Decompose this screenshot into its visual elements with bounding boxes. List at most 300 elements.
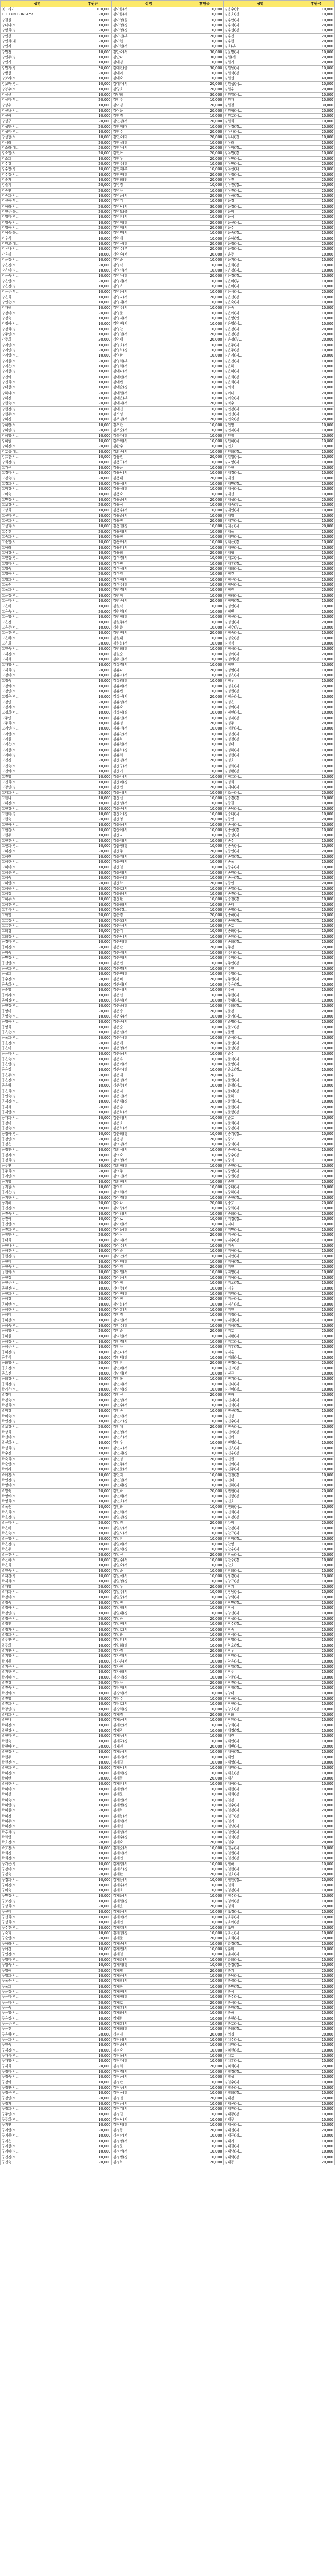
donation-amount: 20,000: [74, 609, 112, 614]
donation-amount: 20,000: [297, 2096, 334, 2101]
donor-name: 곽태희(서...: [1, 1713, 74, 1718]
table-row: [1, 1222, 335, 1227]
donor-name: 고정희(서...: [1, 710, 74, 716]
donation-amount: 10,000: [297, 2027, 334, 2032]
donor-name: 곽혜숙(서...: [1, 1798, 74, 1803]
donor-name: 김윤선: [112, 795, 186, 801]
donor-name: 김채경(경...: [223, 1728, 297, 1734]
table-row: [1, 1776, 335, 1782]
donation-amount: 10,000: [74, 1281, 112, 1286]
donation-amount: 20,000: [74, 700, 112, 705]
donation-amount: 10,000: [297, 502, 334, 507]
donor-name: 김원희(경...: [112, 647, 186, 652]
donation-amount: 10,000: [297, 865, 334, 870]
donor-name: 김의진(서...: [112, 1174, 186, 1179]
table-row: [1, 1366, 335, 1371]
table-row: [1, 1168, 335, 1174]
donor-name: 곽지은(서...: [1, 1664, 74, 1669]
donation-amount: 20,000: [297, 913, 334, 918]
donor-name: 김치호: [223, 2054, 297, 2059]
donor-name: 김은주(경...: [223, 348, 297, 353]
donation-amount: 10,000: [186, 1238, 223, 1243]
table-row: [1, 1968, 335, 1973]
donation-amount: 10,000: [297, 145, 334, 150]
donor-name: 강태현(서...: [1, 385, 74, 391]
donor-name: 김정근(서...: [112, 2102, 186, 2107]
donor-name: 공재석: [1, 1105, 74, 1110]
donor-name: 김예나(서...: [112, 369, 186, 375]
donation-amount: 10,000: [186, 380, 223, 385]
table-row: [1, 1286, 335, 1291]
donor-name: 공효진: [1, 1371, 74, 1377]
donor-name: 김익현(서...: [112, 1334, 186, 1339]
donor-name: 구주희(경...: [1, 2117, 74, 2123]
donor-name: 김중기(경...: [223, 1131, 297, 1137]
donor-name: 김재근(서...: [112, 1750, 186, 1755]
donor-name: 공정자(서...: [1, 1153, 74, 1158]
donor-name: 곽정자(서...: [1, 1627, 74, 1632]
donation-amount: 10,000: [297, 1030, 334, 1036]
donor-rows: [1, 7, 335, 2165]
table-row: [1, 1249, 335, 1254]
table-row: [1, 1803, 335, 1808]
donor-name: 고진숙(서...: [1, 764, 74, 769]
donor-name: 김채원(서...: [223, 1766, 297, 1771]
table-row: [1, 636, 335, 641]
table-row: [1, 1014, 335, 1019]
donor-name: 김용호(전...: [223, 12, 297, 18]
donor-name: 김찬경(서...: [223, 1526, 297, 1531]
donation-amount: 10,000: [74, 865, 112, 870]
donor-name: 김진영(서...: [223, 1440, 297, 1446]
table-row: [1, 364, 335, 369]
donation-amount: 10,000: [74, 1947, 112, 1952]
donation-amount: 10,000: [297, 1472, 334, 1478]
donor-name: 김윤이(서...: [112, 827, 186, 833]
donor-name: 김인자(서...: [223, 428, 297, 433]
donation-amount: 10,000: [186, 625, 223, 630]
table-row: [1, 1062, 335, 1067]
donor-name: 김재권: [223, 476, 297, 481]
donation-amount: 20,000: [74, 1904, 112, 1909]
table-row: [1, 1963, 335, 1968]
donation-amount: 10,000: [74, 1440, 112, 1446]
donor-name: 김재기(서...: [112, 1755, 186, 1760]
donation-amount: 10,000: [74, 1659, 112, 1664]
donation-amount: 10,000: [74, 1238, 112, 1243]
donor-name: 김재호(서...: [223, 556, 297, 561]
donation-amount: 10,000: [297, 1345, 334, 1350]
donation-amount: 10,000: [186, 470, 223, 476]
donation-amount: 10,000: [297, 454, 334, 460]
donation-amount: 10,000: [74, 470, 112, 476]
donor-name: 공선영(서...: [1, 961, 74, 966]
donation-amount: 10,000: [74, 657, 112, 662]
donation-amount: 10,000: [74, 2048, 112, 2053]
table-row: [1, 1126, 335, 1131]
donor-name: 김유숙: [112, 705, 186, 710]
donation-amount: 10,000: [74, 300, 112, 305]
donor-name: 고지원: [1, 737, 74, 742]
donor-name: 김윤경: [223, 199, 297, 204]
donor-name: 고영희(서...: [1, 577, 74, 582]
donor-name: 김정란(서...: [112, 2133, 186, 2139]
donor-name: 김정희: [223, 779, 297, 785]
donor-name: 김정진(서...: [223, 732, 297, 737]
donation-amount: 10,000: [186, 2011, 223, 2016]
donor-name: 김자희(서...: [112, 1670, 186, 1675]
donor-name: 김지환(서...: [223, 1334, 297, 1339]
donor-name: 김용균: [112, 465, 186, 470]
donation-amount: 10,000: [297, 97, 334, 103]
donation-amount: 10,000: [74, 716, 112, 721]
donor-name: 김완수: [112, 444, 186, 449]
table-row: [1, 641, 335, 646]
donation-amount: 10,000: [74, 417, 112, 422]
table-row: [1, 545, 335, 550]
donation-amount: 10,000: [186, 1281, 223, 1286]
donor-name: 김재희(경...: [112, 2027, 186, 2032]
donor-name: 고진영: [1, 774, 74, 779]
table-row: [1, 737, 335, 742]
donor-name: 공현정: [1, 1275, 74, 1280]
donation-amount: 10,000: [74, 1696, 112, 1701]
donor-name: 김연미(대...: [112, 124, 186, 129]
donor-name: 김창섭(서...: [223, 1616, 297, 1621]
donor-name: 김이연(경...: [112, 1259, 186, 1264]
donor-name: 김정연: [223, 663, 297, 668]
table-row: [1, 657, 335, 662]
donor-name: 공홍석: [1, 1355, 74, 1360]
table-row: [1, 918, 335, 923]
donor-name: 김정건: [223, 572, 297, 577]
donor-name: 김정윤(서...: [223, 694, 297, 700]
donation-amount: 10,000: [297, 444, 334, 449]
donor-name: 강상규: [1, 92, 74, 97]
donation-amount: 20,000: [74, 226, 112, 231]
donation-amount: 20,000: [74, 1808, 112, 1814]
donor-name: 김진나(서...: [223, 1382, 297, 1387]
table-row: [1, 684, 335, 689]
donation-amount: 10,000: [186, 1467, 223, 1472]
donation-amount: 10,000: [74, 44, 112, 49]
donation-amount: 10,000: [297, 924, 334, 929]
donor-name: 김용순(서...: [112, 497, 186, 502]
donor-name: 김재형: [223, 551, 297, 556]
donor-name: 김연진(경...: [112, 172, 186, 177]
donor-name: 구미경(서...: [1, 1883, 74, 1888]
donor-name: 김장미(서...: [112, 1686, 186, 1691]
table-row: [1, 1099, 335, 1105]
donation-amount: 10,000: [297, 1909, 334, 1914]
donation-amount: 10,000: [297, 1382, 334, 1387]
table-row: [1, 1835, 335, 1840]
donation-amount: 20,000: [297, 1808, 334, 1814]
donation-amount: 10,000: [186, 2059, 223, 2064]
donor-name: 공지현(서...: [1, 1195, 74, 1200]
donation-amount: 10,000: [74, 129, 112, 134]
donor-name: 김은규(서...: [112, 924, 186, 929]
donor-name: 공혜경: [1, 1297, 74, 1302]
donor-name: 김인혜(서...: [223, 438, 297, 444]
donor-name: 강세라: [1, 140, 74, 145]
donation-amount: 20,000: [186, 337, 223, 343]
header-amount-2: 후원금: [186, 1, 223, 7]
table-row: [1, 2021, 335, 2026]
table-row: [1, 1824, 335, 1829]
donation-amount: 10,000: [186, 961, 223, 966]
donor-name: 구진숙: [1, 2160, 74, 2165]
donor-name: 김은미(서...: [112, 956, 186, 961]
table-row: [1, 577, 335, 582]
donation-amount: 10,000: [74, 406, 112, 412]
donor-name: 김원우: [223, 87, 297, 92]
donor-name: 김점순(서...: [112, 2043, 186, 2048]
donation-amount: 10,000: [74, 1345, 112, 1350]
donor-name: 김윤환: [112, 897, 186, 902]
donation-amount: 10,000: [186, 1845, 223, 1851]
donation-amount: 10,000: [74, 876, 112, 881]
table-row: [1, 1254, 335, 1259]
table-row: [1, 1323, 335, 1328]
donor-name: 김인란: [112, 1361, 186, 1366]
donor-name: 김윤미: [223, 210, 297, 215]
donation-amount: 10,000: [186, 1121, 223, 1126]
donation-amount: 10,000: [186, 1595, 223, 1600]
table-row: [1, 1686, 335, 1691]
table-row: [1, 2102, 335, 2107]
donation-amount: 10,000: [297, 918, 334, 923]
table-row: [1, 1217, 335, 1222]
donation-amount: 10,000: [297, 124, 334, 129]
table-row: [1, 988, 335, 993]
donor-name: 김인철: [223, 433, 297, 438]
donation-amount: 10,000: [297, 140, 334, 145]
table-row: [1, 668, 335, 673]
donation-amount: 10,000: [186, 486, 223, 492]
donor-name: 강민지: [1, 60, 74, 65]
donor-name: 김장경(경...: [112, 1675, 186, 1680]
donation-amount: 10,000: [74, 2016, 112, 2021]
table-row: [1, 2005, 335, 2010]
donation-amount: 10,000: [297, 641, 334, 646]
donor-name: 김여운: [112, 108, 186, 113]
donation-amount: 10,000: [186, 748, 223, 753]
donation-amount: 20,000: [297, 524, 334, 529]
donor-name: 김이수(서...: [112, 1243, 186, 1248]
table-row: [1, 998, 335, 1003]
donor-name: 곽홍석(경...: [1, 1829, 74, 1835]
donor-name: 김진선(경...: [223, 1409, 297, 1414]
donation-amount: 10,000: [297, 422, 334, 428]
table-row: [1, 465, 335, 470]
donation-amount: 10,000: [186, 1622, 223, 1627]
donor-name: 김정심(서...: [223, 647, 297, 652]
donation-amount: 20,000: [74, 1488, 112, 1494]
donor-name: 김인준(서...: [112, 1467, 186, 1472]
donation-amount: 10,000: [186, 1062, 223, 1067]
donor-name: 공혜영(서...: [1, 1329, 74, 1334]
donor-name: 김충석: [223, 1989, 297, 1994]
donor-name: 김재우(서...: [112, 1883, 186, 1888]
donation-amount: 10,000: [297, 1052, 334, 1057]
donor-name: 고현경(서...: [1, 806, 74, 811]
donor-name: 김재란(서...: [112, 1782, 186, 1787]
table-row: [1, 412, 335, 417]
donation-amount: 10,000: [186, 321, 223, 327]
table-row: [1, 1377, 335, 1382]
donor-name: 고한나: [1, 795, 74, 801]
donor-name: 김윤민: [112, 785, 186, 790]
donation-amount: 10,000: [186, 2021, 223, 2026]
donation-amount: 10,000: [74, 76, 112, 81]
donor-name: 김지연: [223, 1265, 297, 1270]
donor-name: 강민선: [1, 33, 74, 39]
donor-name: 김은송: [112, 1009, 186, 1014]
donor-name: 김진태: [223, 1478, 297, 1483]
donation-amount: 10,000: [297, 1089, 334, 1094]
donor-name: 곽희정(서...: [1, 1856, 74, 1861]
donor-name: 고현진(서...: [1, 838, 74, 843]
table-row: [1, 540, 335, 545]
donor-name: 강아라(서...: [1, 204, 74, 209]
donor-name: 김유식(경...: [112, 710, 186, 716]
donor-name: 김재은(경...: [223, 540, 297, 545]
donation-amount: 10,000: [297, 827, 334, 833]
donor-name: 김재민(경...: [223, 481, 297, 486]
donor-name: 공정희(경...: [1, 1158, 74, 1163]
donor-name: 김정덕(경...: [112, 2123, 186, 2128]
donor-name: 김중태(서...: [223, 1184, 297, 1190]
table-row: [1, 1206, 335, 1211]
donation-amount: 10,000: [74, 1899, 112, 1904]
donor-name: 김재남(서...: [112, 1766, 186, 1771]
donor-name: 김영식: [112, 263, 186, 268]
table-row: [1, 1302, 335, 1307]
table-row: [1, 1814, 335, 1819]
donor-name: 김외숙(서...: [112, 449, 186, 454]
donor-name: 김점숙: [112, 2048, 186, 2053]
table-row: [1, 1046, 335, 1052]
donor-name: 김윤석: [223, 215, 297, 220]
donor-name: 김유희: [112, 753, 186, 758]
donation-amount: 20,000: [186, 1776, 223, 1782]
donation-amount: 10,000: [297, 49, 334, 55]
donation-amount: 10,000: [74, 1430, 112, 1435]
donation-amount: 20,000: [186, 210, 223, 215]
donor-name: 강승희(서...: [1, 194, 74, 199]
table-row: [1, 1382, 335, 1387]
donor-name: 김일숙(서...: [112, 1563, 186, 1568]
donor-name: 김아현(서...: [112, 44, 186, 49]
table-row: [1, 1861, 335, 1867]
donation-amount: 10,000: [74, 327, 112, 332]
donor-name: 고효정(서...: [1, 918, 74, 923]
donor-name: 공진숙(서...: [1, 1211, 74, 1216]
donation-amount: 10,000: [74, 33, 112, 39]
donor-name: 공은숙(서...: [1, 1057, 74, 1062]
donation-amount: 10,000: [186, 7, 223, 12]
donation-amount: 10,000: [297, 673, 334, 678]
table-row: [1, 55, 335, 60]
donation-amount: 10,000: [297, 1179, 334, 1184]
donor-name: 김은옥(서...: [112, 1052, 186, 1057]
donor-name: 김종화(서...: [223, 929, 297, 934]
donation-amount: 10,000: [186, 327, 223, 332]
donation-amount: 10,000: [74, 1249, 112, 1254]
donation-amount: 20,000: [74, 2096, 112, 2101]
donor-name: 김유미(경...: [223, 145, 297, 150]
table-row: [1, 1153, 335, 1158]
donation-amount: 10,000: [74, 2133, 112, 2139]
donation-amount: 20,000: [186, 567, 223, 572]
table-row: [1, 343, 335, 348]
donor-name: 김정길: [112, 2112, 186, 2117]
donation-amount: 10,000: [186, 1702, 223, 1707]
donation-amount: 10,000: [74, 2054, 112, 2059]
donation-amount: 10,000: [186, 258, 223, 263]
donor-name: 김초롱(서...: [223, 1915, 297, 1920]
donor-name: 김은성(서...: [112, 998, 186, 1003]
donor-name: 김채린: [223, 1734, 297, 1739]
donor-name: 공영숙(서...: [1, 1014, 74, 1019]
table-row: [1, 284, 335, 289]
donation-amount: 10,000: [297, 567, 334, 572]
donor-name: 김준범: [223, 1030, 297, 1036]
donation-amount: 10,000: [74, 49, 112, 55]
donor-name: 김은숙(서...: [112, 1020, 186, 1025]
donation-amount: 20,000: [297, 561, 334, 566]
donor-name: 김재덕(경...: [112, 1771, 186, 1776]
donor-name: 김연실(경...: [112, 140, 186, 145]
donation-amount: 20,000: [297, 1041, 334, 1046]
donation-amount: 10,000: [297, 1419, 334, 1425]
donor-name: 김용관: [112, 454, 186, 460]
donation-amount: 20,000: [297, 588, 334, 593]
donation-amount: 10,000: [74, 1366, 112, 1371]
table-row: [1, 1435, 335, 1440]
table-row: [1, 1467, 335, 1472]
donor-name: 김은진(서...: [223, 359, 297, 364]
donation-amount: 20,000: [297, 1361, 334, 1366]
donor-name: 김용남(서...: [112, 470, 186, 476]
donor-name: 곽효진(서...: [1, 1845, 74, 1851]
donation-amount: 10,000: [74, 1931, 112, 1936]
donation-amount: 10,000: [186, 1851, 223, 1856]
donor-name: 고재희(경...: [1, 668, 74, 673]
donor-name: 강진아: [1, 375, 74, 380]
table-row: [1, 881, 335, 886]
donor-name: 곽성희(경...: [1, 1446, 74, 1451]
table-row: [1, 1398, 335, 1403]
donor-name: 김충희(경...: [223, 2027, 297, 2032]
donor-name: 김정권: [112, 2096, 186, 2101]
donation-amount: 10,000: [74, 827, 112, 833]
donation-amount: 10,000: [186, 1435, 223, 1440]
donor-name: 김종석(서...: [223, 822, 297, 827]
donor-name: 김창주: [223, 1670, 297, 1675]
table-row: [1, 502, 335, 507]
donation-amount: 10,000: [74, 918, 112, 923]
donor-name: 김윤기: [112, 769, 186, 774]
donation-amount: 10,000: [74, 1595, 112, 1600]
table-row: [1, 1872, 335, 1877]
donation-amount: 20,000: [297, 1425, 334, 1430]
donation-amount: 10,000: [297, 476, 334, 481]
donor-name: 김장규: [112, 1680, 186, 1685]
donor-name: 김창식(서...: [223, 1632, 297, 1637]
table-row: [1, 843, 335, 849]
